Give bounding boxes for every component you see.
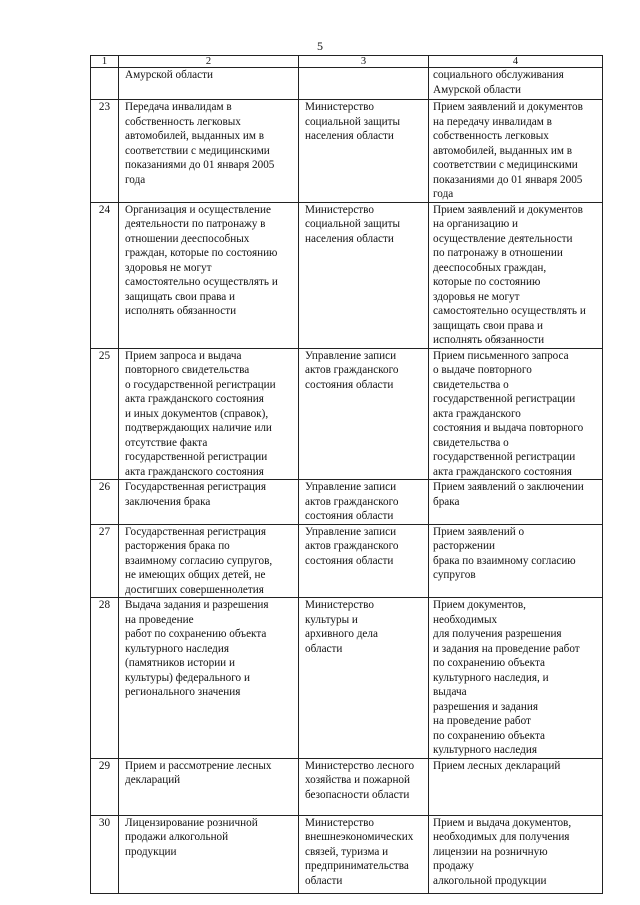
row-number: 23 [91,100,119,203]
table-row [91,758,603,815]
action-text: Прием письменного запроса о выдаче повторного свидетельства о государственной регистрации акта гражданского состояния и выдача повторного свидетельства о государственной регистрации акта гражданского состояния [433,349,584,478]
service-name: Государственная регистрация расторжения брака по взаимному согласию супругов, не имеющих общих детей, не достигших совершеннолетия [125,525,273,596]
agency-name: Министерство внешнеэкономических связей, туризма и предпринимательства области [305,816,414,887]
service-name: Выдача задания и разрешения на проведение работ по сохранению объекта культурного наследия (памятников истории и культуры) федерального и регионального значения [125,599,269,698]
row-number: 29 [91,758,119,815]
service-name: Организация и осуществление деятельности по патронажу в отношении дееспособных граждан, которые по состоянию здоровья не могут самостоятельно осуществлять и защищать свои права и исполнять обязанности [125,203,278,317]
table-row [91,480,603,525]
header-col-4: 4 [429,56,603,68]
table-row [91,348,603,480]
table-row [91,524,603,598]
action-text: Прием заявлений и документов на организацию и осуществление деятельности по патронажу в отношении дееспособных граждан, которые по состоянию здоровья не могут самостоятельно осуществлять и защищать свои права и исполнять обязанности [433,203,586,346]
table-row [91,815,603,893]
services-table [90,55,603,894]
service-name: Амурской области [125,69,213,81]
action-text: Прием заявлений о заключении брака [433,481,584,508]
agency-name: Управление записи актов гражданского состояния области [305,525,399,567]
action-text: социального обслуживания Амурской области [433,69,564,96]
page-number: 5 [317,39,323,53]
service-name: Лицензирование розничной продажи алкогольной продукции [125,816,258,858]
row-number: 24 [91,202,119,348]
row-number [91,68,119,100]
action-text: Прием заявлений и документов на передачу инвалидам в собственность легковых автомобилей, выданных им в соответствии с медицинскими показаниями до 01 января 2005 года [433,101,583,200]
table-header-row [91,56,603,68]
header-col-2: 2 [119,56,299,68]
row-number: 27 [91,524,119,598]
row-number: 30 [91,815,119,893]
header-col-1: 1 [91,56,119,68]
row-number: 28 [91,598,119,759]
agency-name: Министерство социальной защиты населения области [305,101,401,142]
agency-name: Управление записи актов гражданского состояния области [305,349,399,391]
service-name: Государственная регистрация заключения брака [125,481,267,508]
table-row [91,598,603,759]
agency-name: Министерство лесного хозяйства и пожарной безопасности области [305,759,415,801]
agency-name: Управление записи актов гражданского состояния области [305,481,399,522]
header-col-3: 3 [299,56,429,68]
action-text: Прием лесных деклараций [433,759,561,772]
table-row [91,68,603,100]
table-row [91,202,603,348]
service-name: Передача инвалидам в собственность легковых автомобилей, выданных им в соответствии с медицинскими показаниями до 01 января 2005 года [125,101,275,186]
row-number: 26 [91,480,119,525]
action-text: Прием заявлений о расторжении брака по взаимному согласию супругов [433,525,576,581]
service-name: Прием запроса и выдача повторного свидетельства о государственной регистрации акта гражданского состояния и иных документов (справок), подтверждающих наличие или отсутствие факта государственной регистрации акта гражданского состояния [125,349,276,478]
row-number: 25 [91,348,119,480]
action-text: Прием документов, необходимых для получения разрешения и задания на проведение работ по сохранению объекта культурного наследия, и выдача разрешения и задания на проведение работ по сохранению объекта культурного наследия [433,599,580,756]
agency-name: Министерство социальной защиты населения области [305,203,401,245]
agency-name: Министерство культуры и архивного дела области [305,599,378,655]
action-text: Прием и выдача документов, необходимых для получения лицензии на розничную продажу алкогольной продукции [433,816,572,887]
table-row [91,100,603,203]
service-name: Прием и рассмотрение лесных деклараций [125,759,272,786]
